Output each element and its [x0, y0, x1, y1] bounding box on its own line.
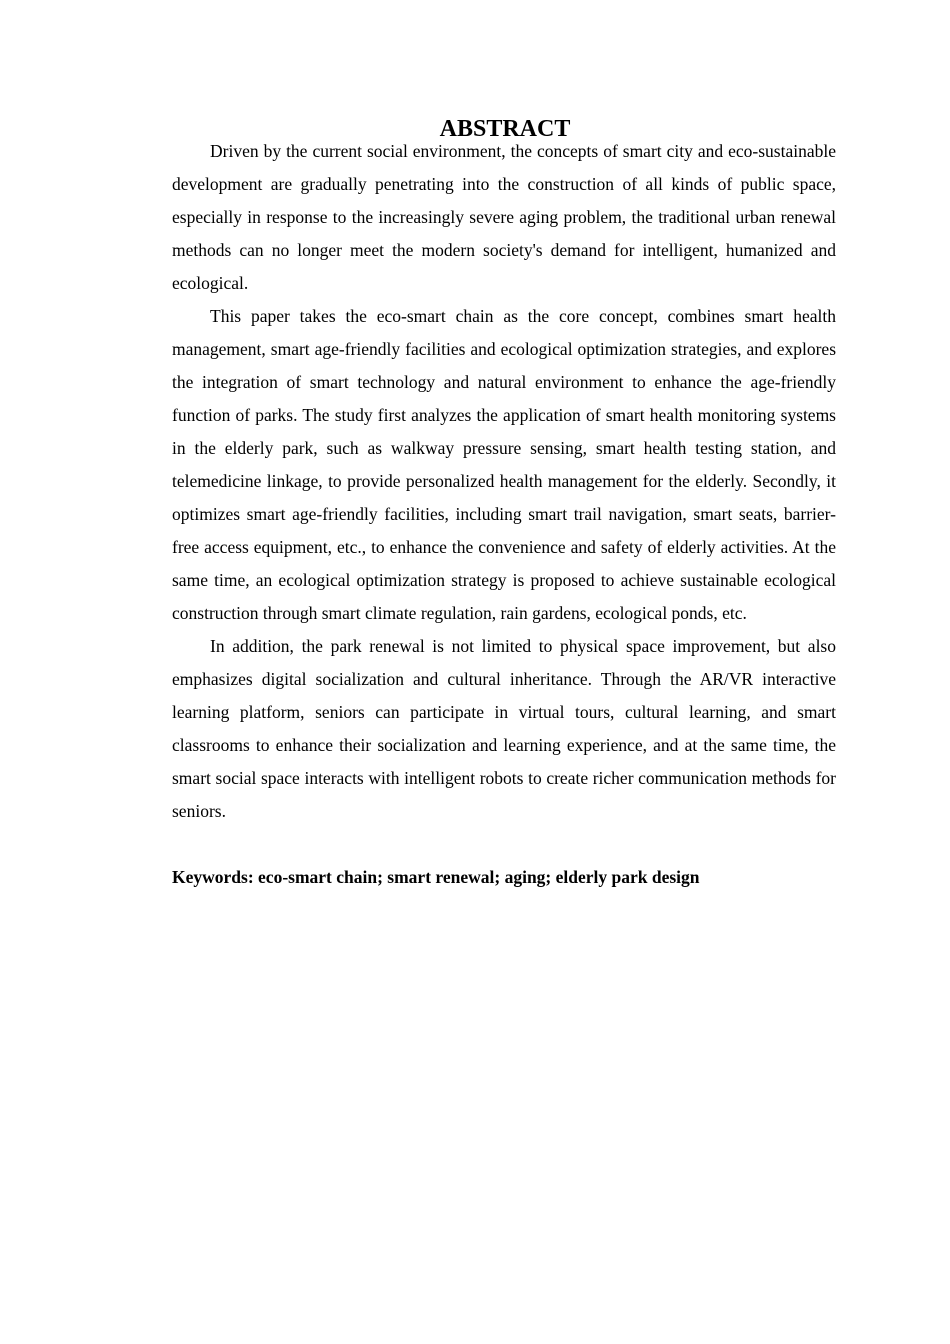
abstract-title: ABSTRACT [439, 116, 571, 142]
abstract-paragraph-2: This paper takes the eco-smart chain as the core concept, combines smart health management, smart age-friendly facilities and ecological optimization strategies, and explores the integration of smart technology and natural environment to enhance the age-friendly function of parks. The study first analyzes the application of smart health monitoring systems in the elderly park, such as walkway pressure sensing, smart health testing station, and telemedicine linkage, to provide personalized health management for the elderly. Secondly, it optimizes smart age-friendly facilities, including smart trail navigation, smart seats, barrier-free access equipment, etc., to enhance the convenience and safety of elderly activities. At the same time, an ecological optimization strategy is proposed to achieve sustainable ecological construction through smart climate regulation, rain gardens, ecological ponds, etc. [172, 306, 836, 623]
keywords-line: Keywords: eco-smart chain; smart renewal; aging; elderly park design [172, 867, 700, 887]
abstract-paragraph-3: In addition, the park renewal is not limited to physical space improvement, but also emphasizes digital socialization and cultural inheritance. Through the AR/VR interactive learning platform, seniors can participate in virtual tours, cultural learning, and smart classrooms to enhance their socialization and learning experience, and at the same time, the smart social space interacts with intelligent robots to create richer communication methods for seniors. [172, 636, 836, 821]
abstract-paragraph-1: Driven by the current social environment, the concepts of smart city and eco-sustainable development are gradually penetrating into the construction of all kinds of public space, especially in response to the increasingly severe aging problem, the traditional urban renewal methods can no longer meet the modern society's demand for intelligent, humanized and ecological. [172, 141, 836, 293]
abstract-page [172, 112, 836, 894]
